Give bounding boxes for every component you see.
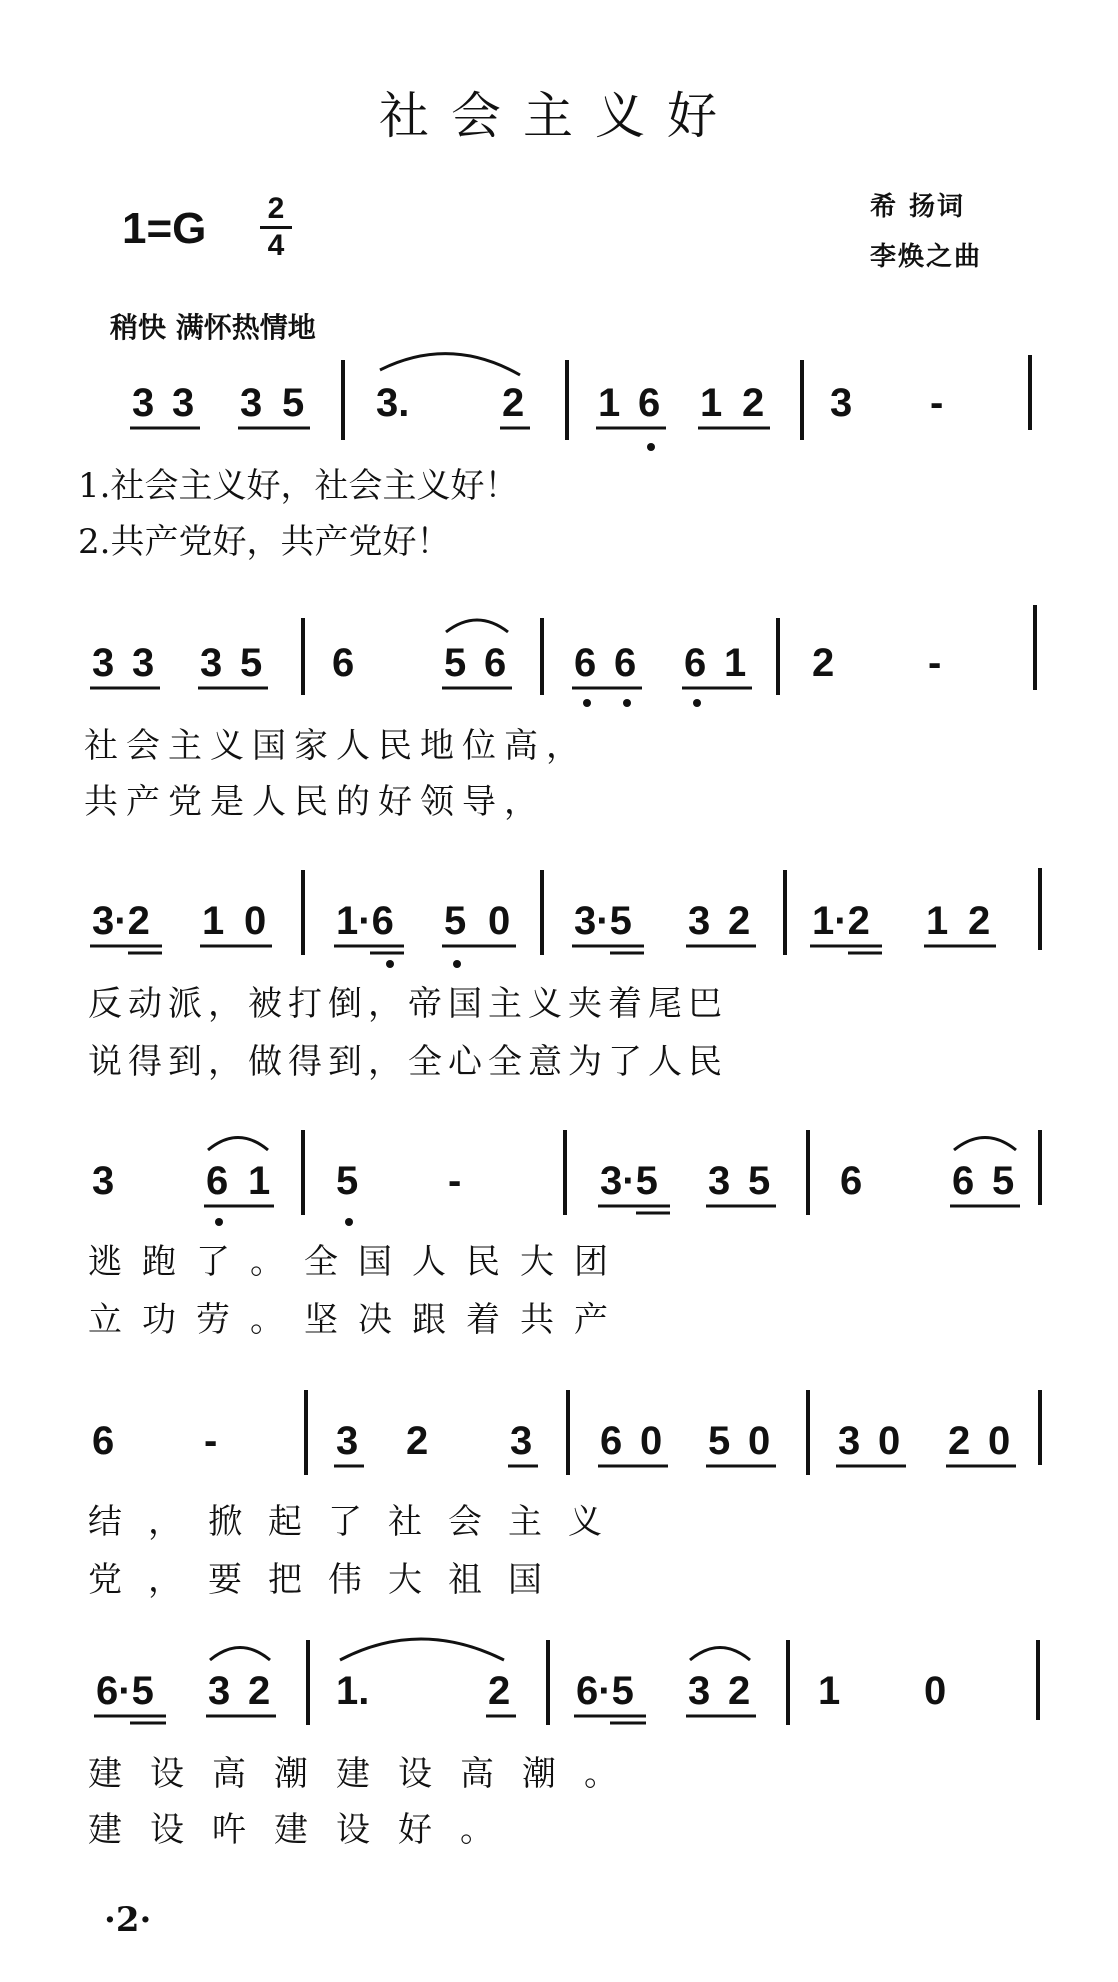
note: - [928,641,942,685]
page-number: ·2· [104,1900,152,1940]
note: 0 [924,1669,947,1713]
note: 3 [132,641,155,685]
song-title: 社会主义好 [379,87,739,145]
lyric-line-2: 2.共产党好，共产党好！ [78,522,451,562]
system-5 [92,1390,1040,1475]
lyric-line-11: 建设高潮建设高潮。 [88,1754,646,1794]
lyricist-credit: 希 扬词 [870,192,966,222]
note: 5 [444,899,467,943]
note: 2 [488,1669,511,1713]
slur [208,1138,268,1151]
note: - [930,381,944,425]
note: 0 [988,1419,1011,1463]
lyric-line-12: 建设吘建设好。 [88,1810,522,1850]
note: 2 [742,381,765,425]
note: 6 [92,1419,115,1463]
note: 3 [208,1669,231,1713]
note: - [448,1159,462,1203]
note: 5 [282,381,305,425]
note: 1·6 [336,899,394,943]
note: 5 [992,1159,1015,1203]
lyric-line-4: 共产党是人民的好领导， [84,782,546,822]
note: 3 [240,381,263,425]
note: 0 [244,899,267,943]
slur [954,1138,1016,1151]
note: 3 [92,641,115,685]
note: 1 [202,899,225,943]
note: 5 [336,1159,359,1203]
note: 3 [838,1419,861,1463]
note: 2 [248,1669,271,1713]
dot-below [647,443,655,451]
system-4 [92,1130,1040,1226]
slur [210,1648,270,1661]
note: 6·5 [96,1669,154,1713]
lyric-line-7: 逃跑了。全国人民大团 [88,1242,628,1282]
note: 3 [688,899,711,943]
tempo-marking: 稍快 满怀热情地 [110,311,316,344]
note: 5 [748,1159,771,1203]
note: 1 [248,1159,271,1203]
slur [690,1648,750,1661]
note: 0 [748,1419,771,1463]
note: 5 [444,641,467,685]
note: 6 [840,1159,863,1203]
note: 5 [708,1419,731,1463]
lyric-line-8: 立功劳。坚决跟着共产 [88,1300,628,1340]
note: 3 [830,381,853,425]
note: 1·2 [812,899,870,943]
lyric-line-3: 社会主义国家人民地位高， [84,726,588,766]
system-2 [90,605,1035,707]
note: 2 [502,381,525,425]
note: 2 [812,641,835,685]
note: - [204,1419,218,1463]
note: 6 [206,1159,229,1203]
note: 0 [640,1419,663,1463]
note: 3 [92,1159,115,1203]
slur [446,620,508,632]
note: 1 [926,899,949,943]
key-signature: 1=G [122,204,207,253]
note: 5 [240,641,263,685]
note: 6 [638,381,661,425]
note: 1 [700,381,723,425]
note: 6 [574,641,597,685]
time-signature-bottom: 4 [267,229,285,262]
note: 3·5 [574,899,632,943]
note: 3 [708,1159,731,1203]
lyric-line-10: 党，要把伟大祖国 [88,1560,568,1600]
lyric-line-9: 结，掀起了社会主义 [88,1502,628,1542]
note: 2 [406,1419,429,1463]
note: 6 [484,641,507,685]
lyric-line-6: 说得到，做得到，全心全意为了人民 [88,1042,728,1082]
note: 3 [172,381,195,425]
note: 3·2 [92,899,150,943]
note: 3 [510,1419,533,1463]
note: 3 [688,1669,711,1713]
slur [340,1639,504,1660]
system-3 [90,868,1040,968]
note: 1 [724,641,747,685]
note: 6 [614,641,637,685]
note: 3 [200,641,223,685]
note: 3 [336,1419,359,1463]
note: 3. [376,381,410,425]
note: 2 [948,1419,971,1463]
note: 0 [878,1419,901,1463]
note: 2 [968,899,991,943]
system-1 [130,354,1030,451]
note: 1 [598,381,621,425]
note: 2 [728,899,751,943]
system-6 [94,1639,1038,1725]
lyric-line-1: 1.社会主义好，社会主义好！ [78,466,519,506]
time-signature-top: 2 [267,192,285,225]
slur [380,354,520,375]
note: 6 [332,641,355,685]
composer-credit: 李焕之曲 [870,242,983,272]
lyric-line-5: 反动派，被打倒，帝国主义夹着尾巴 [88,984,728,1024]
note: 6 [684,641,707,685]
note: 2 [728,1669,751,1713]
note: 6 [600,1419,623,1463]
note: 6 [952,1159,975,1203]
note: 0 [488,899,511,943]
note: 1. [336,1669,370,1713]
note: 6·5 [576,1669,634,1713]
note: 1 [818,1669,841,1713]
note: 3·5 [600,1159,658,1203]
note: 3 [132,381,155,425]
